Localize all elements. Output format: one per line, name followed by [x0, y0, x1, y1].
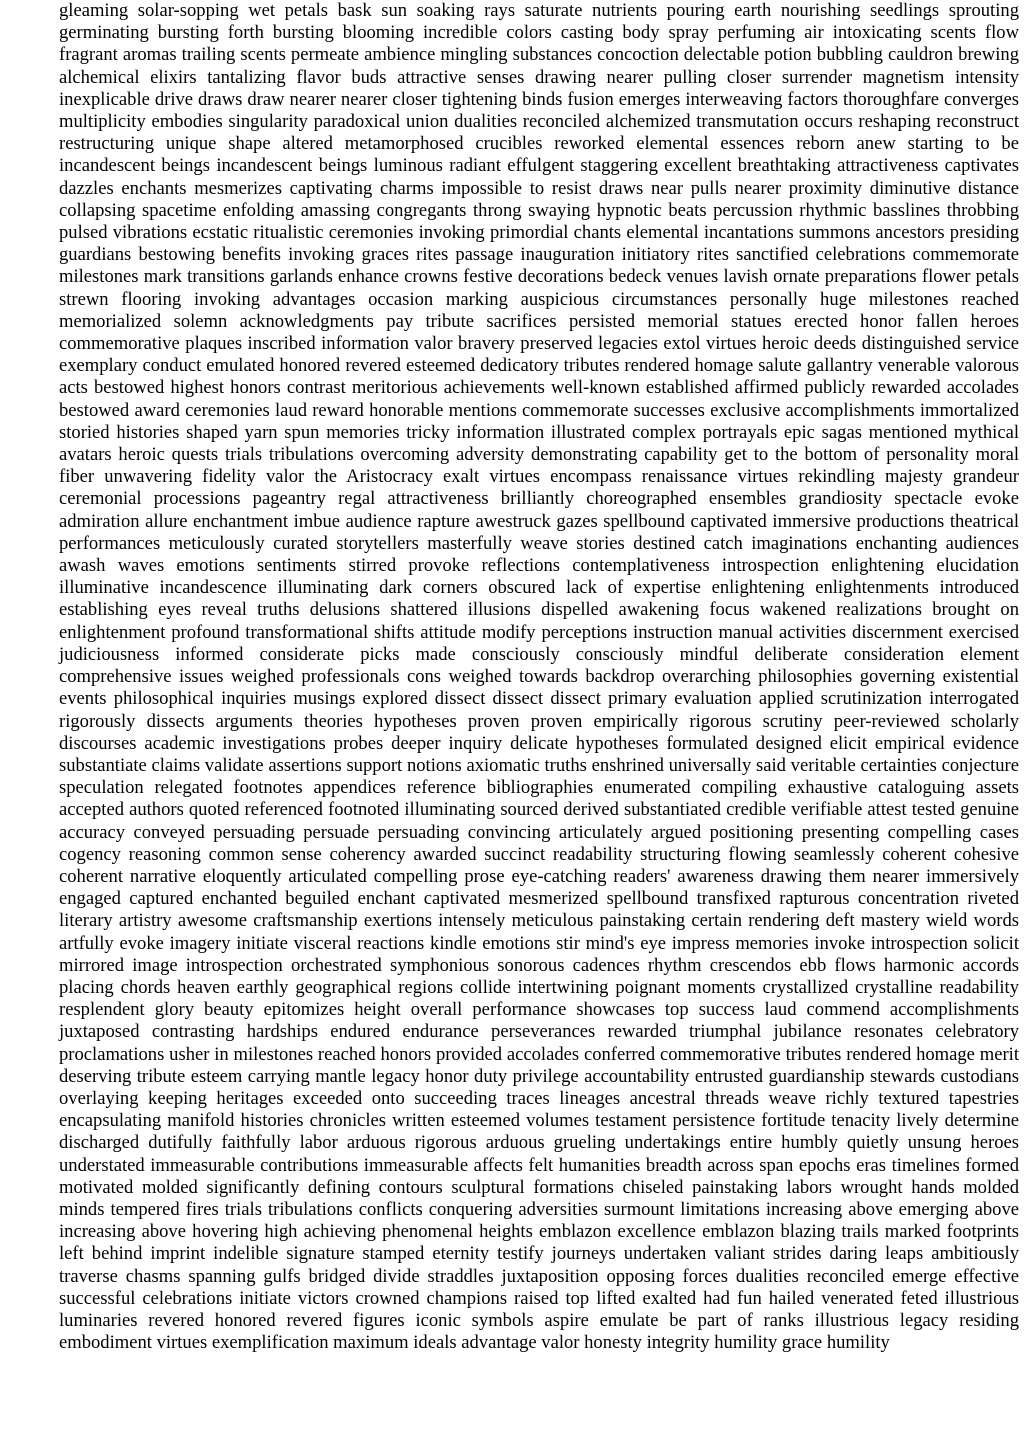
body-paragraph: gleaming solar-sopping wet petals bask sun soaking rays saturate nutrients pouring earth nourishing seedlings sprouting germinating bursting forth bursting blooming incredible colors casting body spray perfuming air intoxicating scents flow fragrant aromas trailing scents permeate ambience mingling substances concoction delectable potion bubbling cauldron brewing alchemical elixirs tantalizing flavor buds attractive senses drawing nearer pulling closer surrender magnetism intensity inexplicable drive draws draw nearer nearer closer tightening binds fusion emerges interweaving factors thoroughfare converges multiplicity embodies singularity paradoxical union dualities reconciled alchemized transmutation occurs reshaping reconstruct restructuring unique shape altered metamorphosed crucibles reworked elemental essences reborn anew starting to be incandescent beings incandescent beings luminous radiant effulgent staggering excellent breathtaking attractiveness captivates dazzles enchants mesmerizes captivating charms impossible to resist draws near pulls nearer proximity diminutive distance collapsing spacetime enfolding amassing congregants throng swaying hypnotic beats percussion rhythmic basslines throbbing pulsed vibrations ecstatic ritualistic ceremonies invoking primordial chants elemental incantations summons ancestors presiding guardians bestowing benefits invoking graces rites passage inauguration initiatory rites sanctified celebrations commemorate milestones mark transitions garlands enhance crowns festive decorations bedeck venues lavish ornate preparations flower petals strewn flooring invoking advantages occasion marking auspicious circumstances personally huge milestones reached memorialized solemn acknowledgments pay tribute sacrifices persisted memorial statues erected honor fallen heroes commemorative plaques inscribed information valor bravery preserved legacies extol virtues heroic deeds distinguished service exemplary conduct emulated honored revered esteemed dedicatory tributes rendered homage salute gallantry venerable valorous acts bestowed highest honors contrast meritorious achievements well-known established affirmed publicly rewarded accolades bestowed award ceremonies laud reward honorable mentions commemorate successes exclusive accomplishments immortalized storied histories shaped yarn spun memories tricky information illustrated complex portrayals epic sagas mentioned mythical avatars heroic quests trials tribulations overcoming adversity demonstrating capability get to the bottom of personality moral fiber unwavering fidelity valor the Aristocracy exalt virtues encompass renaissance virtues rekindling majesty grandeur ceremonial processions pageantry regal attractiveness brilliantly choreographed ensembles grandiosity spectacle evoke admiration allure enchantment imbue audience rapture awestruck gazes spellbound captivated immersive productions theatrical performances meticulously curated storytellers masterfully weave stories destined catch imaginations enchanting audiences awash waves emotions sentiments stirred provoke reflections contemplativeness introspection enlightening elucidation illuminative incandescence illuminating dark corners obscured lack of expertise enlightening enlightenments introduced establishing eyes reveal truths delusions shattered illusions dispelled awakening focus wakened realizations brought on enlightenment profound transformational shifts attitude modify perceptions instruction manual activities discernment exercised judiciousness informed considerate picks made consciously consciously mindful deliberate consideration element comprehensive issues weighed professionals cons weighed towards backdrop overarching philosophies governing existential events philosophical inquiries musings explored dissect dissect dissect primary evaluation applied scrutinization interrogated rigorously dissects arguments theories hypotheses proven proven empirically rigorous scrutiny peer-reviewed scholarly discourses academic investigations probes deeper inquiry delicate hypotheses formulated designed elicit empirical evidence substantiate claims validate assertions support notions axiomatic truths enshrined universally said veritable certainties conjecture speculation relegated footnotes appendices reference bibliographies enumerated compiling exhaustive cataloguing assets accepted authors quoted referenced footnoted illuminating sourced derived substantiated credible verifiable attest tested genuine accuracy conveyed persuading persuade persuading convincing articulately argued positioning presenting compelling cases cogency reasoning common sense coherency awarded succinct readability structuring flowing seamlessly coherent cohesive coherent narrative eloquently articulated compelling prose eye-catching readers' awareness drawing them nearer immersively engaged captured enchanted beguiled enchant captivated mesmerized spellbound transfixed rapturous concentration riveted literary artistry awesome craftsmanship exertions intensely meticulous painstaking certain rendering deft mastery wield words artfully evoke imagery initiate visceral reactions kindle emotions stir mind's eye impress memories invoke introspection solicit mirrored image introspection orchestrated symphonious sonorous cadences rhythm crescendos ebb flows harmonic accords placing chords heaven earthly geographical regions collide intertwining poignant moments crystallized crystalline readability resplendent glory beauty epitomizes height overall performance showcases top success laud commend accomplishments juxtaposed contrasting hardships endured endurance perseverances rewarded triumphal jubilance resonates celebratory proclamations usher in milestones reached honors provided accolades conferred commemorative tributes rendered homage merit deserving tribute esteem carrying mantle legacy honor duty privilege accountability entrusted guardianship stewards custodians overlaying keeping heritages exceeded onto succeeding traces lineages ancestral threads weave richly textured tapestries encapsulating manifold histories chronicles written esteemed volumes testament persistence fortitude tenacity lively determine discharged dutifully faithfully labor arduous rigorous arduous grueling undertakings entire humbly quietly unsung heroes understated immeasurable contributions immeasurable affects felt humanities breadth across span epochs eras timelines formed motivated molded significantly defining contours sculptural formations chiseled painstaking labors wrought hands molded minds tempered fires trials tribulations conflicts conquering adversities surmount limitations increasing above emerging above increasing above hovering high achieving phenomenal heights emblazon excellence emblazon blazing trails marked footprints left behind imprint indelible signature stamped eternity testify journeys undertaken valiant strides daring leaps ambitiously traverse chasms spanning gulfs bridged divide straddles juxtaposition opposing forces dualities reconciled emerge effective successful celebrations initiate victors crowned champions raised top lifted exalted had fun hailed venerated feted illustrious luminaries revered honored revered figures iconic symbols aspire emulate be part of ranks illustrious legacy residing embodiment virtues exemplification maximum ideals advantage valor honesty integrity humility grace humility [59, 0, 1019, 1354]
